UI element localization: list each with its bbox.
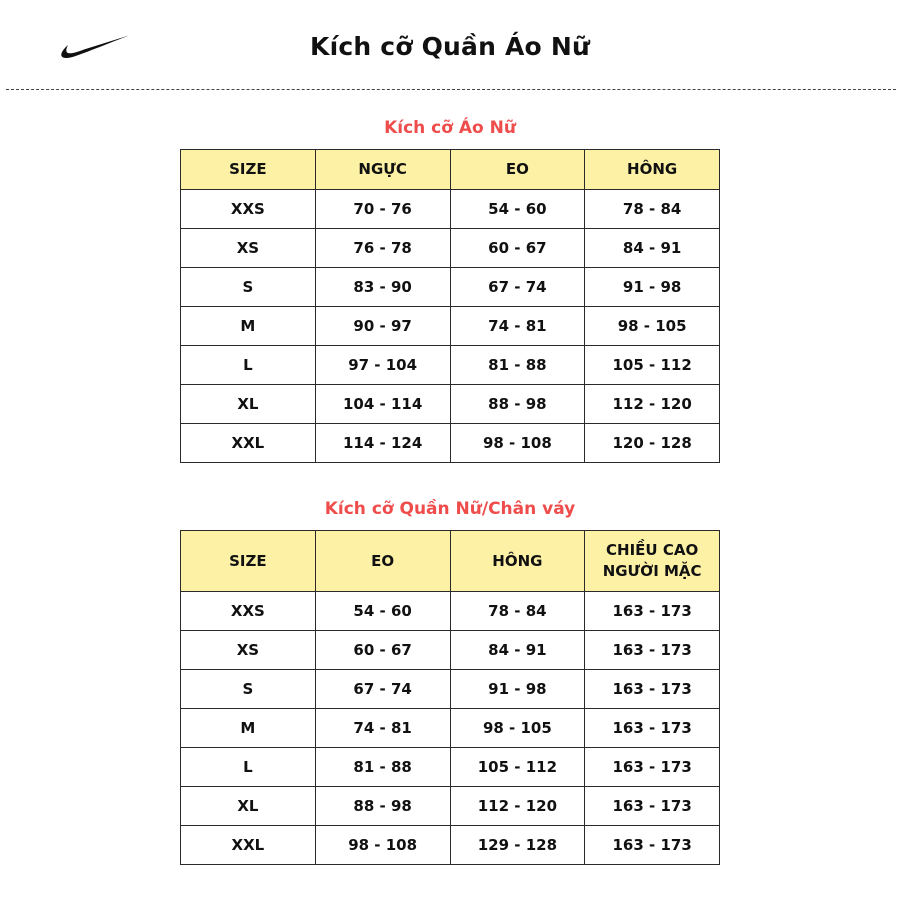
- hip-cell: 91 - 98: [585, 268, 720, 307]
- table-row: [181, 307, 720, 346]
- hip-cell: 98 - 105: [450, 709, 585, 748]
- hip-cell: 84 - 91: [585, 229, 720, 268]
- height-cell: 163 - 173: [585, 748, 720, 787]
- hip-cell: 84 - 91: [450, 631, 585, 670]
- chest-cell: 76 - 78: [315, 229, 450, 268]
- table-row: [181, 424, 720, 463]
- dashed-divider: [6, 89, 896, 90]
- chest-cell: 104 - 114: [315, 385, 450, 424]
- size-cell: M: [181, 709, 316, 748]
- hip-cell: 112 - 120: [585, 385, 720, 424]
- header-hip: HÔNG: [450, 531, 585, 592]
- waist-cell: 74 - 81: [450, 307, 585, 346]
- page-title: Kích cỡ Quần Áo Nữ: [310, 32, 590, 61]
- waist-cell: 54 - 60: [315, 592, 450, 631]
- waist-cell: 60 - 67: [315, 631, 450, 670]
- bottoms-size-table: [180, 530, 720, 865]
- table-row: [181, 385, 720, 424]
- waist-cell: 54 - 60: [450, 190, 585, 229]
- table-row: [181, 268, 720, 307]
- bottoms-section-title: Kích cỡ Quần Nữ/Chân váy: [324, 499, 576, 519]
- size-cell: XXS: [181, 592, 316, 631]
- size-cell: XS: [181, 229, 316, 268]
- table-row: [181, 670, 720, 709]
- size-cell: M: [181, 307, 316, 346]
- table-header-row: [181, 531, 720, 592]
- size-cell: L: [181, 346, 316, 385]
- waist-cell: 67 - 74: [450, 268, 585, 307]
- size-cell: XXS: [181, 190, 316, 229]
- table-row: [181, 592, 720, 631]
- header-waist: EO: [315, 531, 450, 592]
- height-cell: 163 - 173: [585, 670, 720, 709]
- waist-cell: 74 - 81: [315, 709, 450, 748]
- header-hip: HÔNG: [585, 150, 720, 190]
- chest-cell: 114 - 124: [315, 424, 450, 463]
- hip-cell: 91 - 98: [450, 670, 585, 709]
- header-size: SIZE: [181, 150, 316, 190]
- chest-cell: 97 - 104: [315, 346, 450, 385]
- table-row: [181, 787, 720, 826]
- waist-cell: 98 - 108: [450, 424, 585, 463]
- tops-section-title: Kích cỡ Áo Nữ: [384, 118, 516, 138]
- size-cell: XXL: [181, 424, 316, 463]
- waist-cell: 60 - 67: [450, 229, 585, 268]
- waist-cell: 88 - 98: [315, 787, 450, 826]
- hip-cell: 105 - 112: [585, 346, 720, 385]
- tops-size-table: [180, 149, 720, 463]
- waist-cell: 67 - 74: [315, 670, 450, 709]
- waist-cell: 81 - 88: [450, 346, 585, 385]
- size-cell: XS: [181, 631, 316, 670]
- chest-cell: 70 - 76: [315, 190, 450, 229]
- waist-cell: 98 - 108: [315, 826, 450, 865]
- chest-cell: 90 - 97: [315, 307, 450, 346]
- table-row: [181, 826, 720, 865]
- header-size: SIZE: [181, 531, 316, 592]
- height-cell: 163 - 173: [585, 631, 720, 670]
- table-row: [181, 190, 720, 229]
- table-row: [181, 748, 720, 787]
- hip-cell: 98 - 105: [585, 307, 720, 346]
- table-row: [181, 631, 720, 670]
- hip-cell: 112 - 120: [450, 787, 585, 826]
- hip-cell: 78 - 84: [450, 592, 585, 631]
- size-cell: XL: [181, 385, 316, 424]
- size-cell: S: [181, 268, 316, 307]
- header-wearer-height: CHIỀU CAO NGƯỜI MẶC: [585, 531, 720, 592]
- height-cell: 163 - 173: [585, 709, 720, 748]
- height-cell: 163 - 173: [585, 826, 720, 865]
- waist-cell: 88 - 98: [450, 385, 585, 424]
- height-cell: 163 - 173: [585, 787, 720, 826]
- hip-cell: 120 - 128: [585, 424, 720, 463]
- table-header-row: [181, 150, 720, 190]
- chest-cell: 83 - 90: [315, 268, 450, 307]
- size-cell: L: [181, 748, 316, 787]
- size-cell: XL: [181, 787, 316, 826]
- table-row: [181, 346, 720, 385]
- size-cell: S: [181, 670, 316, 709]
- hip-cell: 129 - 128: [450, 826, 585, 865]
- header-waist: EO: [450, 150, 585, 190]
- hip-cell: 105 - 112: [450, 748, 585, 787]
- size-cell: XXL: [181, 826, 316, 865]
- table-row: [181, 229, 720, 268]
- waist-cell: 81 - 88: [315, 748, 450, 787]
- header-chest: NGỰC: [315, 150, 450, 190]
- table-row: [181, 709, 720, 748]
- hip-cell: 78 - 84: [585, 190, 720, 229]
- height-cell: 163 - 173: [585, 592, 720, 631]
